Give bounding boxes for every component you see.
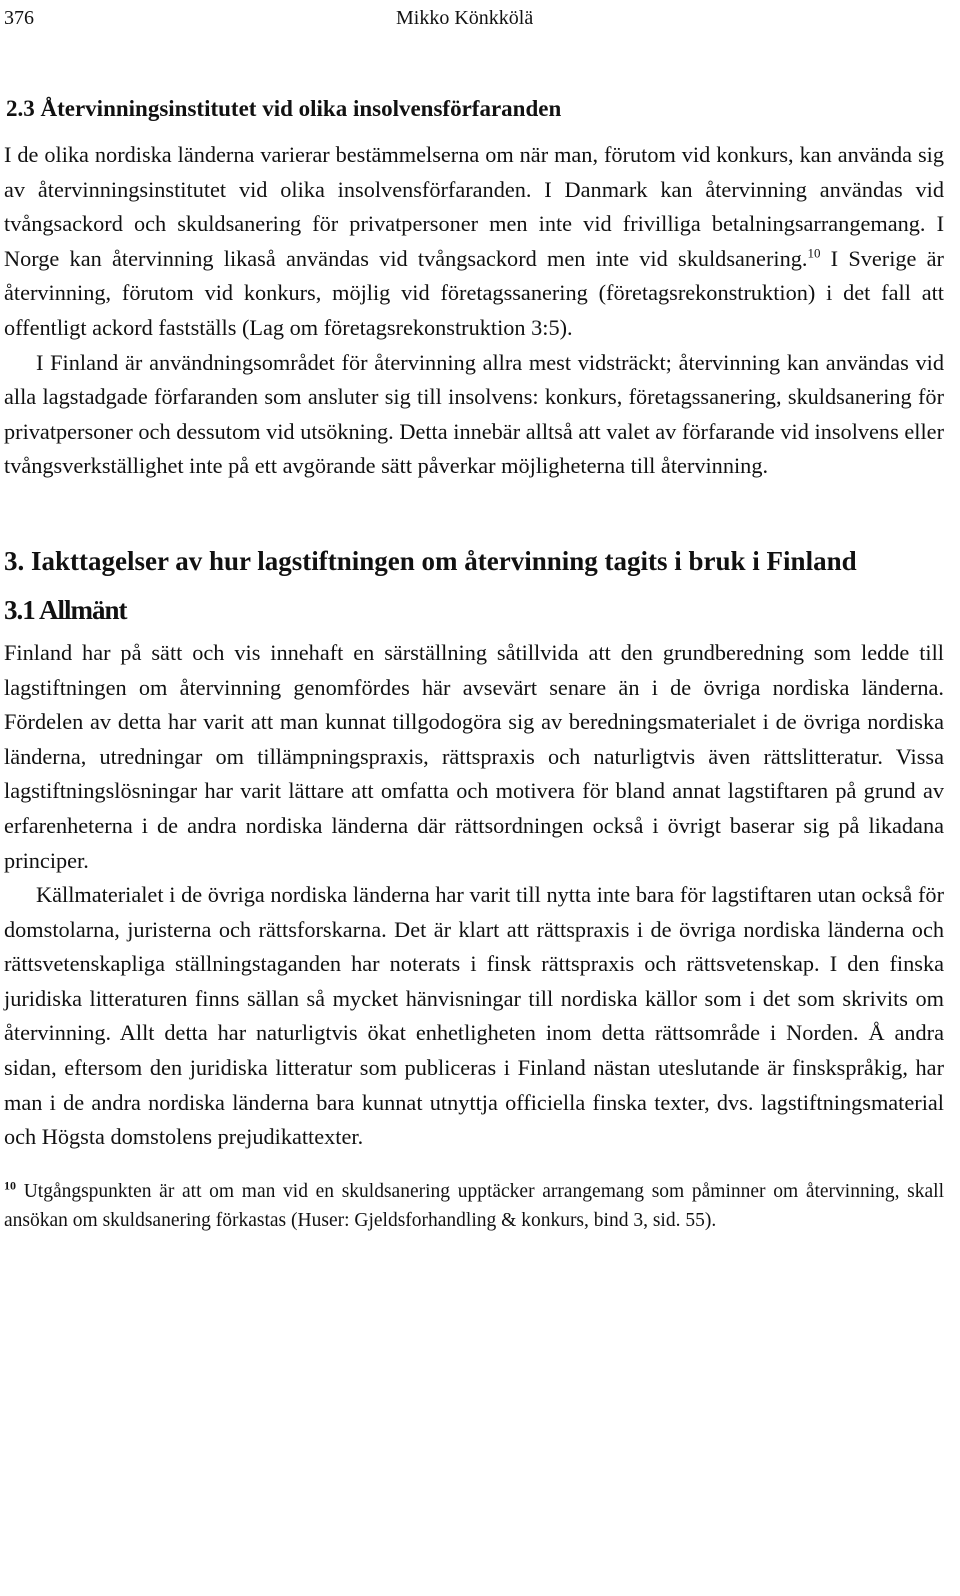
- running-author: Mikko Könkkölä: [396, 7, 534, 29]
- section-3-heading: 3. Iakttagelser av hur lagstiftningen om återvinning tagits i bruk i Finland: [4, 545, 857, 576]
- page-number: 376: [4, 7, 34, 29]
- footnote-reference[interactable]: 10: [807, 245, 821, 261]
- page-content: [4, 92, 944, 1235]
- footnote-text: Utgångspunkten är att om man vid en skuldsanering upptäcker arrangemang som påminner om återvinning, skall ansökan om skuldsanering förkastas (Huser: Gjeldsforhandling & konkurs, bind 3, sid. 55).: [4, 1180, 945, 1231]
- paragraph-text: I de olika nordiska länderna varierar bestämmelserna om när man, förutom vid konkurs, kan använda sig av återvinningsinstitutet vid olika insolvensförfaranden. I Danmark kan återvinning användas vid tvångsackord och skuldsanering för privatpersoner men inte vid frivilliga betalningsarrangemang. I Norge kan återvinning likaså användas vid tvångsackord men inte vid skuldsanering.: [4, 142, 944, 271]
- running-head: [4, 6, 944, 30]
- paragraph-text: I Sverige är återvinning, förutom vid konkurs, möjlig vid företagssanering (företagsrekonstruktion) i det fall att offentligt ackord fastställs (Lag om företagsrekonstruktion 3:5).: [4, 245, 944, 340]
- section-2-3-paragraph-2: I Finland är användningsområdet för återvinning allra mest vidsträckt; återvinning kan användas vid alla lagstadgade förfaranden som ansluter sig till insolvens: konkurs, företagssanering, skuldsanering för privatpersoner och dessutom vid utsökning. Detta innebär alltså att valet av förfarande vid insolvens eller tvångsverkställighet inte på ett avgörande sätt påverkar möjligheterna till återvinning.: [4, 349, 944, 479]
- section-2-3-paragraph-1: [4, 138, 944, 346]
- footnote-mark: 10: [4, 1178, 16, 1193]
- section-3-1-paragraph-2: Källmaterialet i de övriga nordiska länderna har varit till nytta inte bara för lagstiftaren utan också för domstolarna, juristerna och rättsforskarna. Det är klart att rättspraxis i de övriga nordiska länderna och rättsvetenskapliga ställningstaganden har noterats i finsk rättspraxis och rättsvetenskap. I den finska juridiska litteraturen finns sällan så mycket hänvisningar till nordiska källor som i det som skrivits om återvinning. Allt detta har naturligtvis ökat enhetligheten inom detta rättsområde i Norden. Å andra sidan, eftersom den juridiska litteratur som publiceras i Finland nästan uteslutande är finskspråkig, har man i de andra nordiska länderna bara kunnat utnyttja officiella finska texter, dvs. lagstiftningsmaterial och Högsta domstolens prejudikattexter.: [4, 882, 944, 1150]
- section-3-1-heading: 3.1 Allmänt: [4, 594, 127, 625]
- section-3-1-paragraph-1: Finland har på sätt och vis innehaft en särställning såtillvida att den grundberedning som ledde till lagstiftningen om återvinning genomfördes här avsevärt senare än i de övriga nordiska länderna. Fördelen av detta har varit att man kunnat tillgodogöra sig av beredningsmaterialet i de övriga nordiska länderna, utredningar om tillämpningspraxis, rättspraxis och naturligtvis även rättslitteratur. Vissa lagstiftningslösningar har varit lättare att omfatta och motivera för bland annat lagstiftaren på grund av erfarenheterna i de andra nordiska länderna där rättsordningen också i övrigt baserar sig på likadana principer.: [4, 639, 944, 873]
- footnote: [4, 1177, 944, 1235]
- section-2-3-heading: 2.3 Återvinningsinstitutet vid olika insolvensförfaranden: [6, 96, 562, 121]
